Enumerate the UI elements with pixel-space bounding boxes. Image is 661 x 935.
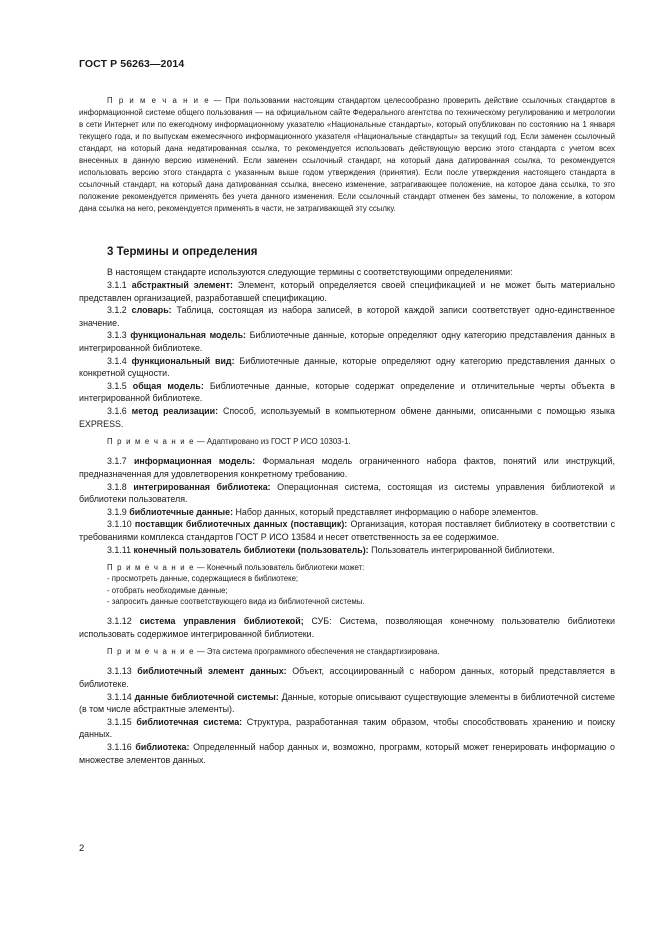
note-3 bbox=[79, 646, 615, 657]
term-text: Библиотечные данные, которые определяют одну категорию представления данных о конкретной сущности. bbox=[79, 355, 615, 379]
term-definition bbox=[79, 691, 615, 716]
note-list-item: - отобрать необходимые данные; bbox=[107, 585, 228, 595]
term-text: Организация, которая поставляет библиотеку в соответствии с требованиями комплекса стандартов ГОСТ Р ИСО 13584 и несет ответственность за ее содержимое. bbox=[79, 519, 616, 542]
term-definition bbox=[79, 304, 615, 329]
note-text: — Конечный пользователь библиотеки может: bbox=[194, 563, 365, 573]
note-label: П р и м е ч а н и е bbox=[107, 96, 210, 105]
note-2 bbox=[79, 562, 615, 573]
term-name: словарь: bbox=[131, 305, 172, 316]
term-name: общая модель: bbox=[132, 380, 204, 391]
term-definition bbox=[79, 741, 615, 766]
term-number: 3.1.9 bbox=[107, 506, 127, 517]
note-1 bbox=[79, 436, 615, 447]
terms-group-1 bbox=[79, 279, 615, 430]
terms-group-2 bbox=[79, 455, 615, 556]
term-name: метод реализации: bbox=[131, 406, 219, 416]
term-definition bbox=[79, 481, 615, 506]
term-name: функциональная модель: bbox=[130, 330, 246, 341]
term-text: Формальная модель ограниченного набора фактов, понятий или инструкций, предназначенная для удовлетворения конкретному требованию. bbox=[79, 456, 615, 479]
term-definition bbox=[79, 506, 615, 519]
term-definition bbox=[79, 716, 615, 741]
note-label: П р и м е ч а н и е bbox=[107, 563, 195, 573]
note-block-2 bbox=[79, 562, 615, 607]
term-definition bbox=[79, 518, 615, 543]
term-number: 3.1.15 bbox=[107, 716, 132, 727]
term-definition bbox=[79, 405, 615, 430]
term-text: Библиотечные данные, которые содержат определение и отличительные черты объекта в интегрированной библиотеке. bbox=[79, 380, 616, 404]
term-name: система управления библиотекой; bbox=[139, 615, 304, 626]
section-title: 3 Термины и определения bbox=[107, 246, 258, 259]
term-number: 3.1.13 bbox=[107, 666, 132, 677]
term-name: функциональный вид: bbox=[131, 355, 235, 366]
term-name: данные библиотечной системы: bbox=[134, 691, 279, 702]
term-definition bbox=[79, 455, 615, 480]
term-name: поставщик библиотечных данных (поставщик): bbox=[134, 519, 348, 530]
term-text: Библиотечные данные, которые определяют одну категорию представления данных в интегрированной библиотеке. bbox=[79, 330, 616, 354]
term-number: 3.1.5 bbox=[107, 380, 127, 391]
term-text: Объект, ассоциированный с набором данных, который представляется в библиотеке. bbox=[79, 666, 615, 689]
term-name: интегрированная библиотека: bbox=[133, 481, 271, 492]
term-number: 3.1.10 bbox=[107, 519, 132, 530]
note-list-item: - запросить данные соответствующего вида из библиотечной системы. bbox=[107, 596, 365, 606]
term-name: библиотека: bbox=[135, 741, 190, 752]
note-text: — Эта система программного обеспечения не стандартизирована. bbox=[194, 647, 440, 657]
page-content bbox=[79, 95, 615, 766]
term-number: 3.1.2 bbox=[107, 305, 127, 316]
term-number: 3.1.1 bbox=[107, 280, 127, 291]
term-text: Способ, используемый в компьютерном обмене данными, описанными с помощью языка EXPRESS. bbox=[79, 406, 615, 429]
term-name: конечный пользователь библиотеки (пользователь): bbox=[133, 544, 369, 555]
term-text: Элемент, который определяется своей спецификацией и не может быть материально представлен организацией, разработавшей спецификацию. bbox=[79, 280, 615, 303]
term-definition bbox=[79, 544, 615, 557]
note-list-item: - просмотреть данные, содержащиеся в библиотеке; bbox=[107, 574, 299, 584]
term-text: СУБ: Система, позволяющая конечному пользователю библиотеки использовать содержимое интегрированной библиотеки. bbox=[79, 615, 616, 639]
intro-note bbox=[79, 95, 615, 215]
term-definition bbox=[79, 615, 615, 640]
note-block-1 bbox=[79, 436, 615, 447]
term-name: библиотечная система: bbox=[136, 716, 243, 727]
term-number: 3.1.12 bbox=[107, 615, 132, 626]
note-text: — Адаптировано из ГОСТ Р ИСО 10303-1. bbox=[194, 437, 351, 447]
term-text: Пользователь интегрированной библиотеки. bbox=[368, 544, 555, 555]
term-text: Таблица, состоящая из набора записей, в которой каждой записи соответствует одно-единственное значение. bbox=[79, 305, 615, 328]
term-number: 3.1.6 bbox=[107, 406, 127, 416]
term-text: Данные, которые описывают существующие элементы в библиотечной системе (в том числе абстрактные элементы). bbox=[79, 691, 615, 715]
note-text: — При пользовании настоящим стандартом целесообразно проверить действие ссылочных стандартов в информационной системе общего пользования — на официальном сайте Федерального агентства по техническому регулированию и метрологии в сети Интернет или по ежегодному информационному указателю «Национальные стандарты», который опубликован по состоянию на 1 января текущего года, и по выпускам ежемесячного информационного указателя «Национальные стандарты» за текущий год. Если заменен ссылочный стандарт, на который дана недатированная ссылка, то рекомендуется использовать действующую версию этого стандарта с учетом всех внесенных в данную версию изменений. Если заменен ссылочный стандарт, на который дана датированная ссылка, то рекомендуется использовать версию этого стандарта с указанным выше годом утверждения (принятия). Если после утверждения настоящего стандарта в ссылочный стандарт, на который дана датированная ссылка, внесено изменение, затрагивающее положение, на которое дана ссылка, то это положение рекомендуется применять без учета данного изменения. Если ссылочный стандарт отменен без замены, то положение, в котором дана ссылка на него, рекомендуется применять в части, не затрагивающей эту ссылку. bbox=[79, 96, 616, 214]
page-number: 2 bbox=[79, 843, 85, 854]
term-definition bbox=[79, 665, 615, 690]
term-definition bbox=[79, 279, 615, 304]
term-text: Определенный набор данных и, возможно, программ, который может генерировать информацию о множестве элементов данных. bbox=[79, 741, 615, 765]
term-name: библиотечные данные: bbox=[129, 506, 234, 517]
term-number: 3.1.16 bbox=[107, 741, 132, 752]
term-number: 3.1.7 bbox=[107, 456, 127, 467]
term-number: 3.1.4 bbox=[107, 355, 127, 366]
term-text: Набор данных, который представляет информацию о наборе элементов. bbox=[233, 506, 539, 517]
terms-group-4 bbox=[79, 665, 615, 766]
document-header: ГОСТ Р 56263—2014 bbox=[79, 58, 185, 70]
term-definition bbox=[79, 355, 615, 380]
term-name: библиотечный элемент данных: bbox=[137, 666, 287, 677]
section-lead: В настоящем стандарте используются следующие термины с соответствующими определениями: bbox=[107, 267, 513, 278]
term-text: Структура, разработанная таким образом, чтобы способствовать хранению и поиску данных. bbox=[79, 716, 615, 740]
terms-group-3 bbox=[79, 615, 615, 640]
term-number: 3.1.3 bbox=[107, 330, 127, 341]
term-definition bbox=[79, 380, 615, 405]
note-label: П р и м е ч а н и е bbox=[107, 647, 195, 657]
term-name: абстрактный элемент: bbox=[131, 280, 233, 291]
term-number: 3.1.14 bbox=[107, 691, 132, 702]
term-number: 3.1.8 bbox=[107, 481, 127, 492]
term-text: Операционная система, состоящая из системы управления библиотекой и библиотеки пользователя. bbox=[79, 481, 615, 505]
note-block-3 bbox=[79, 646, 615, 657]
term-definition bbox=[79, 329, 615, 354]
term-number: 3.1.11 bbox=[107, 544, 132, 555]
term-name: информационная модель: bbox=[133, 456, 256, 467]
note-label: П р и м е ч а н и е bbox=[107, 437, 195, 447]
